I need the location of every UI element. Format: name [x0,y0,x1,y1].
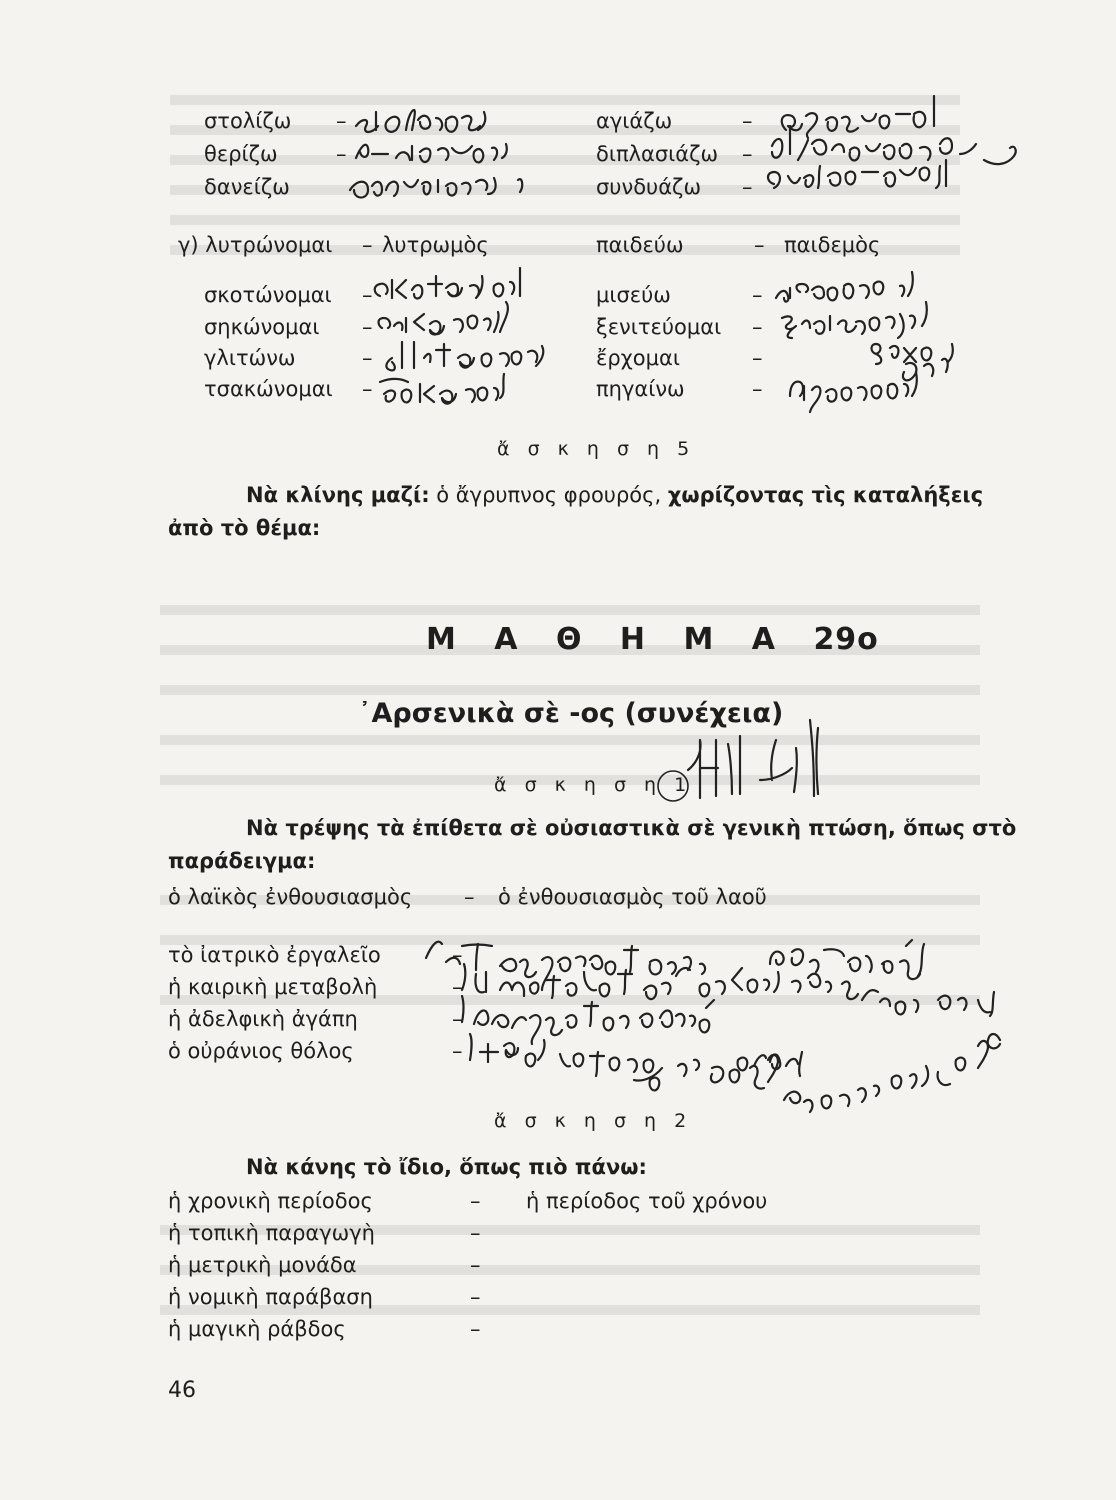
item-topiki: ἡ τοπικὴ παραγωγὴ [168,1221,375,1245]
dash: – [752,377,763,401]
item-magiki: ἡ μαγικὴ ράβδος [168,1317,346,1341]
handwriting-skotomoi [375,268,520,299]
word-tsakonomai: τσακώνομαι [204,377,333,401]
handwriting-pigaimoi [790,372,917,412]
instruction-bold: χωρίζοντας τὶς καταλήξεις [667,483,984,507]
handwriting-answer-iatriko [426,940,924,990]
handwriting-stolismos [356,110,485,132]
dash: – [464,885,475,909]
dash: – [754,233,765,257]
dash: – [752,283,763,307]
dash: – [470,1317,481,1341]
lesson-subtitle: ᾿Αρσενικὰ σὲ -ος (συνέχεια) [358,698,784,729]
item-metriki: ἡ μετρικὴ μονάδα [168,1253,357,1277]
handwriting-tsakomoi [380,374,504,404]
exercise-1-heading [494,774,692,796]
dash: – [742,175,753,199]
example-left: ἡ χρονικὴ περίοδος [168,1189,373,1213]
word-daneizo: δανείζω [204,175,290,199]
exercise-5-instruction-line2: ἀπὸ τὸ θέμα: [168,516,321,540]
dash: – [362,346,373,370]
handwriting-glitomos [386,342,543,370]
handwriting-agiasmoi [782,96,934,138]
example-right: ἡ περίοδος τοῦ χρόνου [526,1189,768,1213]
example-paidemos: παιδεμὸς [784,233,881,257]
handwriting-diplasiasmos [772,126,1016,164]
word-agiazo: αγιάζω [596,109,673,133]
item-nomiki: ἡ νομικὴ παράβαση [168,1285,373,1309]
word-pigaino: πηγαίνω [596,377,685,401]
word-sikonomai: σηκώνομαι [204,315,320,339]
word-glitono: γλιτώνω [204,346,296,370]
item-ouranios: ὁ οὐράνιος θόλος [168,1039,354,1063]
handwriting-syndyasmoi [768,160,946,188]
dash: – [470,1189,481,1213]
handwriting-erchomoi [872,344,953,380]
instruction-text: ὁ ἄγρυπνος φρουρός, [429,483,668,507]
page-number: 46 [168,1378,196,1403]
dash: – [470,1253,481,1277]
dash: – [452,1007,463,1031]
dash: – [470,1285,481,1309]
dash: – [362,283,373,307]
scribble-marks [688,720,818,798]
exercise-2-heading: ἄ σ κ η σ η 2 [494,1110,693,1132]
label-lytronomai: γ) λυτρώνομαι [178,233,333,257]
item-iatriko: τὸ ἰατρικὸ ἐργαλεῖο [168,943,381,967]
exercise-1-instruction: Νὰ τρέψης τὰ ἐπίθετα σὲ οὐσιαστικὰ σὲ γενικὴ πτώση, ὅπως στὸ [246,816,1017,840]
dash: – [452,1039,463,1063]
example-right: ὁ ἐνθουσιασμὸς τοῦ λαοῦ [498,885,767,909]
lesson-title [426,622,879,657]
dash: – [742,142,753,166]
dash: – [470,1221,481,1245]
item-kairiki: ἡ καιρικὴ μεταβολὴ [168,975,378,999]
item-adelfiki: ἡ ἀδελφικὴ ἀγάπη [168,1007,358,1031]
dash: – [336,109,347,133]
lesson-number: 29ο [813,622,879,657]
handwriting-sikomos [379,302,508,335]
word-miseuo: μισεύω [596,283,671,307]
dash: – [362,377,373,401]
word-diplasiazo: διπλασιάζω [596,142,719,166]
handwriting-xenitemoi [782,302,927,338]
dash: – [752,315,763,339]
dash: – [752,346,763,370]
lesson-title-letters: Μ Α Θ Η Μ Α [426,622,789,657]
dash: – [452,943,463,967]
handwriting-answer-adelfiki [462,996,802,1076]
dash: – [362,233,373,257]
example-lytromos: λυτρωμὸς [382,233,489,257]
exercise-1-instruction-line2: παράδειγμα: [168,849,316,873]
exercise-2-instruction: Νὰ κάνης τὸ ἴδιο, ὅπως πιὸ πάνω: [246,1155,647,1179]
handwriting-daneismos [350,178,522,198]
word-erchomai: ἔρχομαι [596,346,680,370]
word-therizo: θερίζω [204,142,278,166]
handwriting-answer-ouranios [470,1034,1000,1112]
handwriting-answer-kairiki [462,964,994,1016]
word-skotonomai: σκοτώνομαι [204,283,332,307]
dash: – [362,315,373,339]
dash: – [742,109,753,133]
instruction-bold: Νὰ κλίνης μαζί: [246,483,430,507]
word-syndyazo: συνδυάζω [596,175,702,199]
exercise-5-heading: ἄ σ κ η σ η 5 [497,438,696,460]
exercise-1-heading-text: ἄ σ κ η σ η [494,774,663,796]
dash: – [336,142,347,166]
word-paideuo: παιδεύω [596,233,684,257]
exercise-5-instruction [246,482,983,508]
example-left: ὁ λαϊκὸς ἐνθουσιασμὸς [168,885,413,909]
handwriting-misemoi [776,272,913,302]
dash: – [452,975,463,999]
word-xeniteuomai: ξενιτεύομαι [596,315,722,339]
word-stolizo: στολίζω [204,109,292,133]
handwriting-therismos [356,144,507,162]
exercise-1-number: 1 [674,774,693,796]
